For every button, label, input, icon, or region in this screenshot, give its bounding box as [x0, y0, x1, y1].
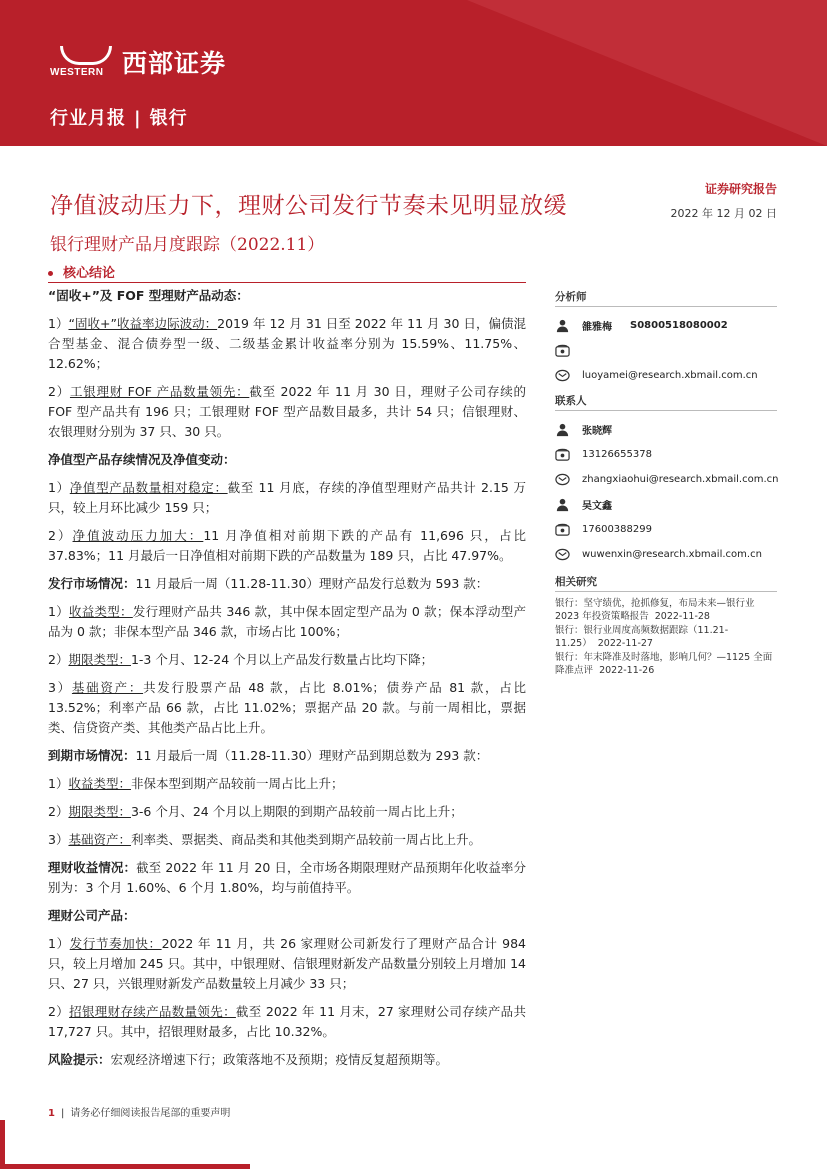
- paragraph-text: 11 月最后一周（11.28-11.30）理财产品发行总数为 593 款：: [135, 576, 489, 591]
- paragraph-text: 1-3 个月、12-24 个月以上产品发行数量占比均下降；: [130, 652, 434, 667]
- contact-name: 张晓辉: [582, 426, 612, 437]
- key-phrase: 基础资产：: [71, 680, 144, 695]
- contact-phone: 13126655378: [582, 449, 652, 460]
- phone-icon: [555, 522, 570, 537]
- banner-decoration: [467, 0, 827, 146]
- paragraph-text: 共发行股票产品 48 款，占比 8.01%；债券产品 81 款，占比 13.52%；利率产品 66 款，占比 11.02%；票据产品 20 款。与前一周相比，票据类、信贷资产类、其他类产品占比上升。: [48, 680, 526, 735]
- item-number: 3）: [48, 680, 72, 695]
- section-heading: 到期市场情况：: [48, 748, 136, 763]
- item-number: 1）: [48, 776, 69, 791]
- research-item[interactable]: [555, 598, 777, 623]
- core-conclusion-heading: [48, 262, 115, 281]
- paragraph: [48, 526, 526, 566]
- paragraph-text: 发行理财产品共 346 款，其中保本固定型产品为 0 款；保本浮动型产品为 0 款；非保本型产品 346 款，市场占比 100%；: [48, 604, 526, 639]
- section-heading: 理财收益情况：: [48, 860, 137, 875]
- category-label: 行业月报: [50, 108, 126, 129]
- footer-disclaimer: 请务必仔细阅读报告尾部的重要声明: [70, 1108, 231, 1119]
- research-title: 银行：坚守绩优，抢抓修复，布局未来—银行业 2023 年投资策略报告: [555, 598, 755, 622]
- email-icon: [555, 368, 570, 383]
- contact-row: [555, 492, 777, 517]
- item-number: 1）: [48, 480, 70, 495]
- section-heading: 风险提示：: [48, 1052, 111, 1067]
- analyst-heading: 分析师: [555, 288, 777, 307]
- research-item[interactable]: [555, 625, 777, 650]
- paragraph-text: 2022 年 11 月，共 26 家理财公司新发行了理财产品合计 984 只，较上月增加 245 只。其中，中银理财、信银理财新发产品数量分别较上月增加 14 只、27 只，兴银理财新发产品数量较上月减少 33 只；: [48, 936, 526, 991]
- contact-email-row: [555, 542, 777, 567]
- sector-label: 银行: [149, 108, 188, 129]
- item-number: 1）: [48, 604, 69, 619]
- report-category: [50, 104, 188, 130]
- analyst-email-row: [555, 363, 777, 388]
- paragraph: [48, 574, 526, 594]
- logo-horn-icon: [60, 46, 112, 65]
- item-number: 2）: [48, 804, 69, 819]
- paragraph: [48, 678, 526, 738]
- paragraph: [48, 650, 526, 670]
- person-icon: [555, 497, 570, 512]
- corner-decoration: [0, 1120, 5, 1169]
- paragraph-text: 2019 年 12 月 31 日至 2022 年 11 月 30 日，偏债混合型基金、混合债券型一级、二级基金累计收益率分别为 15.59%、11.75%、12.62%；: [48, 316, 526, 371]
- footer-separator: |: [60, 1108, 65, 1119]
- logo-cn: 西部证券: [122, 49, 227, 78]
- research-date: 2022-11-27: [597, 637, 653, 649]
- page-footer: [48, 1104, 230, 1119]
- logo-en: WESTERN: [50, 67, 104, 78]
- paragraph-text: 非保本型到期产品较前一周占比上升；: [130, 776, 344, 791]
- paragraph: [48, 1050, 526, 1070]
- paragraph-text: 11 月净值相对前期下跌的产品有 11,696 只，占比 37.83%；11 月最后一日净值相对前期下跌的产品数量为 189 只，占比 47.97%。: [48, 528, 526, 563]
- key-phrase: 净值型产品数量相对稳定：: [69, 480, 228, 495]
- paragraph-text: 截至 2022 年 11 月末，27 家理财公司存续产品共 17,727 只。其中，招银理财最多，占比 10.32%。: [48, 1004, 527, 1039]
- core-conclusion-label: 核心结论: [63, 266, 116, 281]
- paragraph: [48, 802, 526, 822]
- page-number: 1: [48, 1108, 55, 1119]
- item-number: 2）: [48, 1004, 70, 1019]
- key-phrase: 招银理财存续产品数量领先：: [69, 1004, 236, 1019]
- paragraph: [48, 382, 526, 442]
- paragraph: [48, 934, 526, 994]
- phone-icon: [555, 343, 570, 358]
- contact-phone-row: [555, 442, 777, 467]
- analyst-phone-row: [555, 338, 777, 363]
- item-number: 2）: [48, 384, 70, 399]
- item-number: 2）: [48, 528, 73, 543]
- analyst-name: 雒雅梅: [582, 322, 612, 333]
- key-phrase: 期限类型：: [68, 804, 131, 819]
- corner-decoration: [0, 1164, 250, 1169]
- research-date: 2022-11-28: [654, 610, 710, 622]
- report-date: 2022 年 12 月 02 日: [670, 207, 777, 220]
- category-separator: |: [134, 108, 142, 129]
- paragraph: [48, 314, 526, 374]
- contact-row: [555, 417, 777, 442]
- paragraph: [48, 858, 526, 898]
- paragraph-text: 截至 2022 年 11 月 30 日，理财子公司存续的 FOF 型产品共有 196 只；工银理财 FOF 型产品数目最多，共计 54 只；信银理财、农银理财分别为 37 只、30 只。: [48, 384, 527, 439]
- analyst-cert: S0800518080002: [630, 320, 728, 331]
- key-phrase: 工银理财 FOF 产品数量领先：: [69, 384, 250, 399]
- report-type: 证券研究报告: [704, 182, 777, 196]
- key-phrase: 发行节奏加快：: [69, 936, 162, 951]
- contact-email-row: [555, 467, 777, 492]
- research-item[interactable]: [555, 652, 777, 677]
- key-phrase: 收益类型：: [68, 604, 133, 619]
- section-heading: 理财公司产品：: [48, 908, 136, 923]
- section-heading: 净值型产品存续情况及净值变动：: [48, 452, 236, 467]
- sidebar: [555, 288, 777, 679]
- key-phrase: “固收+”收益率边际波动：: [68, 316, 218, 331]
- item-number: 3）: [48, 832, 69, 847]
- bullet-icon: [48, 271, 53, 276]
- research-title: 银行：银行业周度高频数据跟踪（11.21-11.25）: [555, 625, 729, 649]
- paragraph-text: 11 月最后一周（11.28-11.30）理财产品到期总数为 293 款：: [135, 748, 489, 763]
- key-phrase: 收益类型：: [68, 776, 131, 791]
- analyst-row: [555, 313, 777, 338]
- key-phrase: 期限类型：: [68, 652, 131, 667]
- contact-email[interactable]: zhangxiaohui@research.xbmail.com.cn: [582, 474, 779, 485]
- email-icon: [555, 547, 570, 562]
- paragraph-text: 宏观经济增速下行；政策落地不及预期；疫情反复超预期等。: [110, 1052, 449, 1067]
- contact-phone-row: [555, 517, 777, 542]
- contact-email[interactable]: wuwenxin@research.xbmail.com.cn: [582, 549, 762, 560]
- email-icon: [555, 472, 570, 487]
- paragraph: [48, 830, 526, 850]
- phone-icon: [555, 447, 570, 462]
- logo-mark: [50, 44, 118, 80]
- related-research-heading: 相关研究: [555, 573, 777, 592]
- section-heading: “固收+”及 FOF 型理财产品动态：: [48, 288, 249, 303]
- page-title: 净值波动压力下，理财公司发行节奏未见明显放缓: [50, 193, 567, 219]
- item-number: 2）: [48, 652, 69, 667]
- key-phrase: 基础资产：: [68, 832, 131, 847]
- contact-name: 吴文鑫: [582, 501, 612, 512]
- person-icon: [555, 422, 570, 437]
- page-subtitle: 银行理财产品月度跟踪（2022.11）: [50, 235, 325, 255]
- analyst-email[interactable]: luoyamei@research.xbmail.com.cn: [582, 370, 758, 381]
- item-number: 1）: [48, 316, 69, 331]
- contact-heading: 联系人: [555, 392, 777, 411]
- contact-phone: 17600388299: [582, 524, 652, 535]
- research-date: 2022-11-26: [599, 664, 655, 676]
- research-title: 银行：年末降准及时落地，影响几何？—1125 全面降准点评: [555, 652, 773, 676]
- person-icon: [555, 318, 570, 333]
- paragraph: [48, 774, 526, 794]
- paragraph: [48, 478, 526, 518]
- section-heading: 发行市场情况：: [48, 576, 136, 591]
- item-number: 1）: [48, 936, 70, 951]
- paragraph-text: 截至 2022 年 11 月 20 日，全市场各期限理财产品预期年化收益率分别为：3 个月 1.60%、6 个月 1.80%，均与前值持平。: [48, 860, 526, 895]
- main-content: [48, 286, 526, 1078]
- paragraph: [48, 746, 526, 766]
- key-phrase: 净值波动压力加大：: [72, 528, 204, 543]
- paragraph: [48, 1002, 526, 1042]
- header-banner: [0, 0, 827, 146]
- paragraph: [48, 602, 526, 642]
- paragraph-text: 利率类、票据类、商品类和其他类到期产品较前一周占比上升。: [130, 832, 481, 847]
- company-logo: [50, 44, 226, 80]
- paragraph-text: 截至 11 月底，存续的净值型理财产品共计 2.15 万只，较上月环比减少 159 只；: [48, 480, 526, 515]
- related-research-list: [555, 598, 777, 677]
- paragraph-text: 3-6 个月、24 个月以上期限的到期产品较前一周占比上升；: [130, 804, 463, 819]
- divider: [48, 282, 526, 283]
